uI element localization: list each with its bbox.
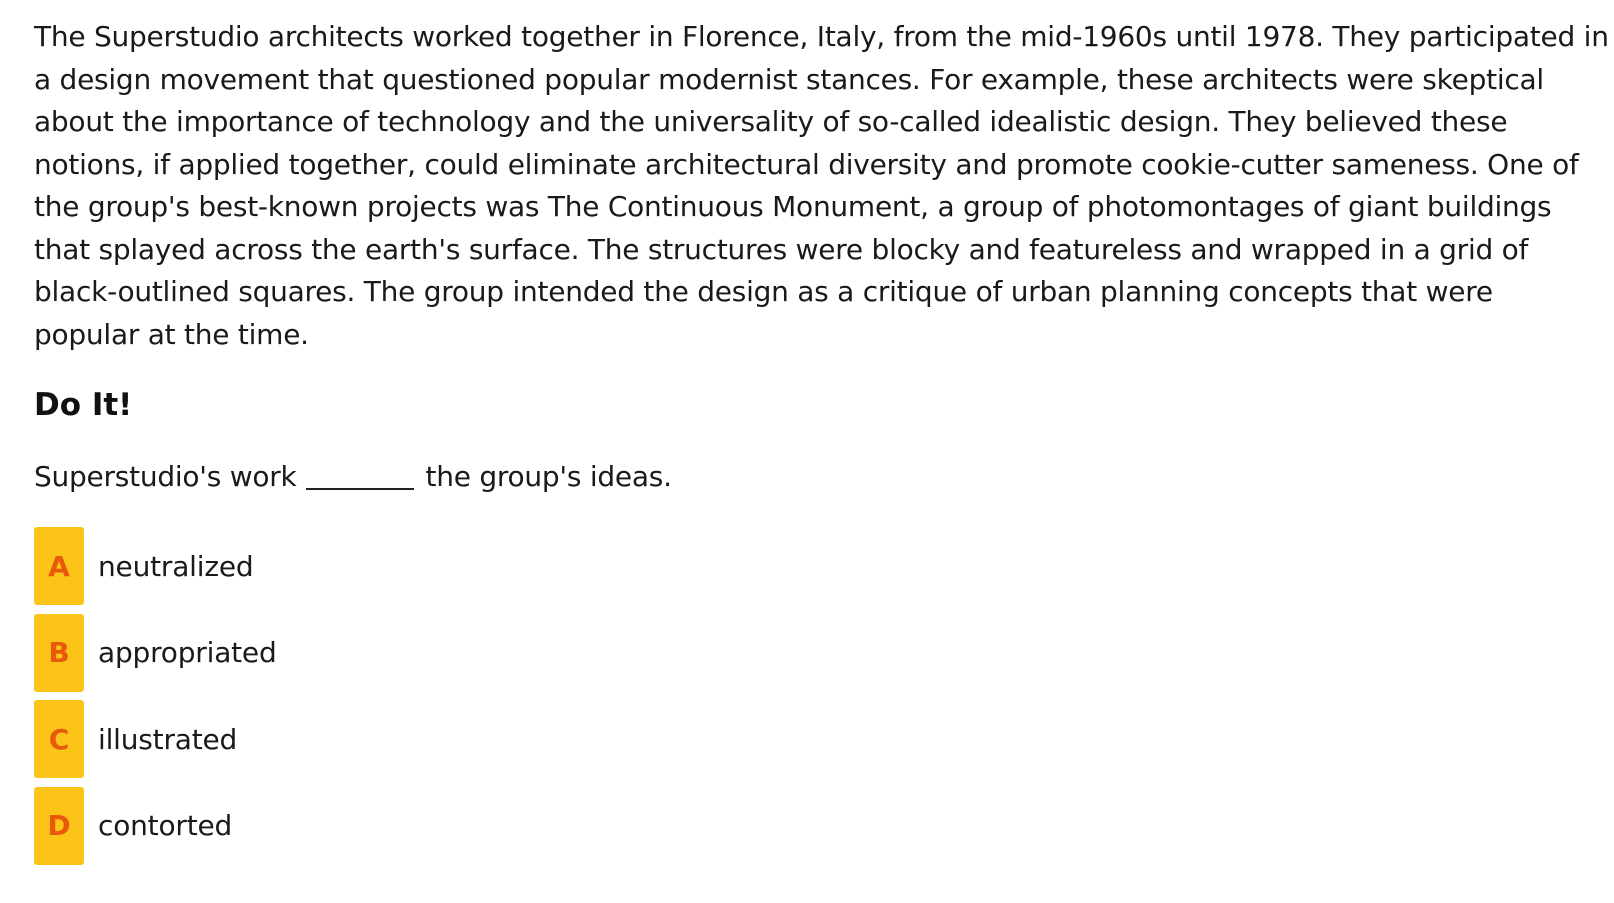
section-heading: Do It! xyxy=(34,387,133,423)
choice-letter-badge[interactable]: B xyxy=(34,614,84,692)
passage-line: a design movement that questioned popular modernist stances. For example, these architects were skeptical xyxy=(34,62,1544,96)
passage-line: about the importance of technology and the universality of so-called idealistic design. They believed these xyxy=(34,105,1508,138)
choice-label[interactable]: appropriated xyxy=(98,636,277,669)
question-prompt xyxy=(34,456,672,498)
passage-line: that splayed across the earth's surface. The structures were blocky and featureless and wrapped in a grid of xyxy=(34,232,1529,266)
passage-line: the group's best-known projects was The Continuous Monument, a group of photomontages of giant buildings xyxy=(34,190,1552,223)
passage-line: black-outlined squares. The group intended the design as a critique of urban planning concepts that were xyxy=(34,275,1493,308)
choice-a[interactable] xyxy=(34,527,277,605)
choice-b[interactable] xyxy=(34,614,277,692)
choice-label[interactable]: contorted xyxy=(98,809,233,842)
choice-letter-badge[interactable]: A xyxy=(34,527,84,605)
answer-blank xyxy=(306,487,414,490)
choice-c[interactable] xyxy=(34,700,277,778)
question-text-before: Superstudio's work xyxy=(34,460,297,493)
choice-d[interactable] xyxy=(34,787,277,865)
passage-line: notions, if applied together, could eliminate architectural diversity and promote cookie-cutter sameness. One of xyxy=(34,147,1579,181)
passage-line: The Superstudio architects worked together in Florence, Italy, from the mid-1960s until 1978. They participated in xyxy=(34,20,1609,53)
question-text-after: the group's ideas. xyxy=(425,460,672,493)
reading-passage xyxy=(34,16,1609,356)
choice-letter-badge[interactable]: D xyxy=(34,787,84,865)
choice-label[interactable]: neutralized xyxy=(98,549,254,583)
passage-line: popular at the time. xyxy=(34,317,309,351)
choice-label[interactable]: illustrated xyxy=(98,722,238,756)
answer-choices xyxy=(34,527,277,873)
choice-letter-badge[interactable]: C xyxy=(34,700,84,778)
